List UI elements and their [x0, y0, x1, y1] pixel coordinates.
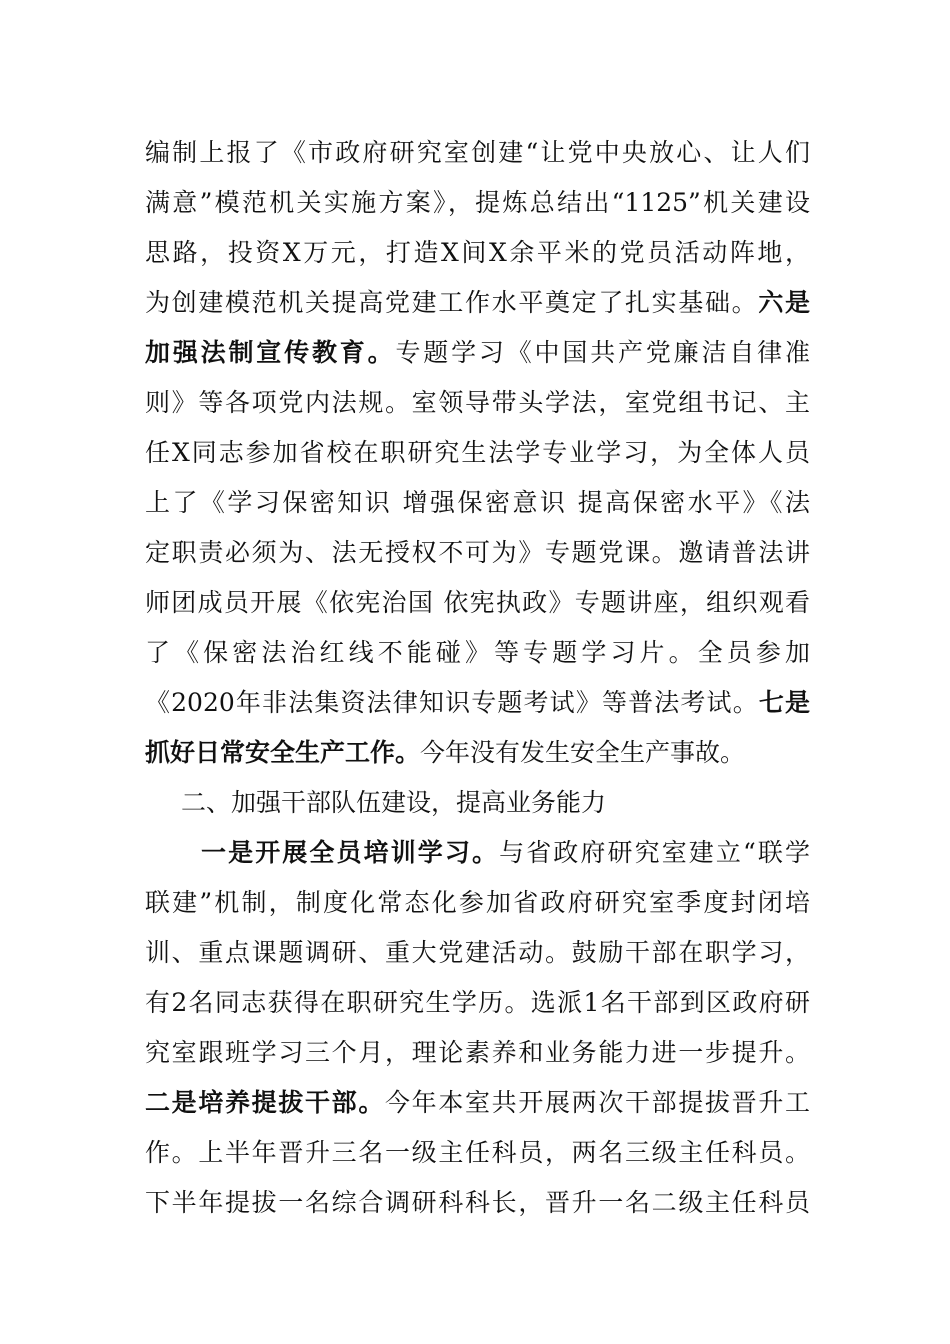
- text-run: 了《保密法治红线不能碰》等专题学习片。全员参加: [145, 638, 810, 667]
- section-heading: [145, 778, 810, 828]
- text-line: [145, 1078, 810, 1128]
- text-run: 下半年提拔一名综合调研科科长，晋升一名二级主任科员: [145, 1188, 810, 1217]
- text-run: 满意”模范机关实施方案》，提炼总结出“1125”机关建设: [145, 188, 810, 217]
- text-line: [145, 1028, 810, 1078]
- text-run: 与省政府研究室建立“联学: [499, 838, 810, 867]
- text-run: 今年本室共开展两次干部提拔晋升工: [385, 1088, 810, 1117]
- text-run: 则》等各项党内法规。室领导带头学法，室党组书记、主: [145, 388, 810, 417]
- text-line: [145, 278, 810, 328]
- text-run: 究室跟班学习三个月，理论素养和业务能力进一步提升。: [145, 1038, 810, 1067]
- text-line: [145, 328, 810, 378]
- text-run: 上了《学习保密知识 增强保密意识 提高保密水平》《法: [145, 488, 810, 517]
- text-line: [145, 178, 810, 228]
- section-heading-text: 二、加强干部队伍建设，提高业务能力: [181, 788, 607, 817]
- document-body: [145, 128, 810, 1228]
- text-run: 训、重点课题调研、重大党建活动。鼓励干部在职学习，: [145, 938, 810, 967]
- text-run: 联建”机制，制度化常态化参加省政府研究室季度封闭培: [145, 888, 810, 917]
- text-line: [145, 828, 810, 878]
- text-line: [145, 228, 810, 278]
- text-line: [145, 728, 810, 778]
- text-line: [145, 378, 810, 428]
- text-line: [145, 628, 810, 678]
- text-line: [145, 878, 810, 928]
- text-line: [145, 428, 810, 478]
- text-run: 《2020年非法集资法律知识专题考试》等普法考试。: [145, 688, 759, 717]
- text-run: 今年没有发生安全生产事故。: [420, 738, 746, 767]
- text-run: 任X同志参加省校在职研究生法学专业学习，为全体人员: [145, 438, 810, 467]
- text-line: [145, 478, 810, 528]
- text-line: [145, 678, 810, 728]
- text-line: [145, 128, 810, 178]
- text-run: 为创建模范机关提高党建工作水平奠定了扎实基础。: [145, 288, 759, 317]
- bold-text-run: 六是: [758, 288, 810, 317]
- bold-text-run: 抓好日常安全生产工作。: [145, 738, 421, 767]
- text-line: [145, 1128, 810, 1178]
- text-run: 思路，投资X万元，打造X间X余平米的党员活动阵地，: [145, 238, 810, 267]
- text-line: [145, 528, 810, 578]
- bold-text-run: 二是培养提拔干部。: [145, 1088, 385, 1117]
- text-run: 专题学习《中国共产党廉洁自律准: [395, 338, 810, 367]
- text-run: 有2名同志获得在职研究生学历。选派1名干部到区政府研: [145, 988, 810, 1017]
- bold-text-run: 七是: [758, 688, 810, 717]
- text-run: 作。上半年晋升三名一级主任科员，两名三级主任科员。: [145, 1138, 810, 1167]
- text-line: [145, 578, 810, 628]
- bold-text-run: 一是开展全员培训学习。: [201, 838, 500, 867]
- text-run: 定职责必须为、法无授权不可为》专题党课。邀请普法讲: [145, 538, 810, 567]
- text-run: 编制上报了《市政府研究室创建“让党中央放心、让人们: [145, 138, 810, 167]
- text-line: [145, 978, 810, 1028]
- text-line: [145, 928, 810, 978]
- bold-text-run: 加强法制宣传教育。: [145, 338, 396, 367]
- text-line: [145, 1178, 810, 1228]
- text-run: 师团成员开展《依宪治国 依宪执政》专题讲座，组织观看: [145, 588, 810, 617]
